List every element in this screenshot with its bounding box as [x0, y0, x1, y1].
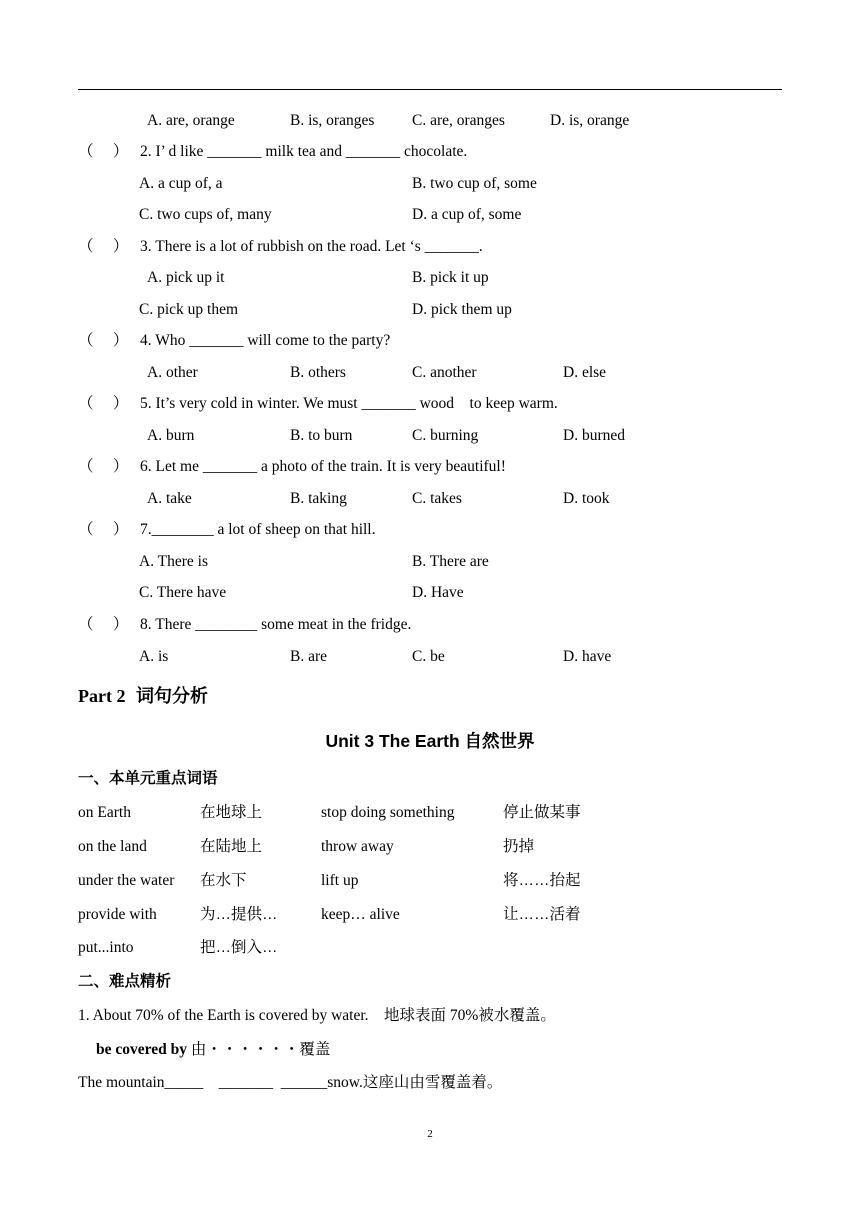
option-b: B. There are	[412, 553, 489, 570]
vocab-term: keep… alive	[321, 906, 400, 923]
option-d: D. have	[563, 648, 612, 665]
option-d: D. pick them up	[412, 301, 512, 318]
option-c: C. two cups of, many	[139, 206, 272, 223]
option-d: D. Have	[412, 584, 464, 601]
vocab-meaning: 为…提供…	[200, 906, 278, 923]
unit-title: Unit 3 The Earth 自然世界	[325, 731, 535, 751]
option-c: C. another	[412, 364, 477, 381]
option-d: D. is, orange	[550, 112, 630, 129]
vocab-meaning: 停止做某事	[503, 804, 581, 821]
vocab-meaning: 把…倒入…	[200, 939, 278, 956]
vocab-term: on Earth	[78, 804, 131, 821]
option-a: A. pick up it	[147, 269, 225, 286]
page-number: 2	[427, 1128, 433, 1140]
question-stem: 5. It’s very cold in winter. We must _______ wood to keep warm.	[140, 395, 558, 412]
option-d: D. took	[563, 490, 610, 507]
question-stem: 8. There ________ some meat in the fridge.	[140, 616, 412, 633]
question-stem: 3. There is a lot of rubbish on the road. Let ‘s _______.	[140, 238, 483, 255]
vocab-meaning: 在陆地上	[200, 838, 263, 855]
option-d: D. burned	[563, 427, 625, 444]
question-stem: 2. I’ d like _______ milk tea and _______ chocolate.	[140, 143, 468, 160]
vocab-meaning: 扔掉	[503, 838, 535, 855]
vocab-term: provide with	[78, 906, 157, 923]
question-stem: 7.________ a lot of sheep on that hill.	[140, 521, 376, 538]
vocab-term: stop doing something	[321, 804, 455, 821]
option-c: C. There have	[139, 584, 227, 601]
answer-bracket: （ ）	[78, 521, 129, 538]
part-title: 词句分析	[135, 686, 208, 706]
answer-bracket: （ ）	[78, 238, 129, 255]
vocab-term: throw away	[321, 838, 394, 855]
option-d: D. a cup of, some	[412, 206, 522, 223]
option-b: B. to burn	[290, 427, 353, 444]
option-a: A. are, orange	[147, 112, 235, 129]
answer-bracket: （ ）	[78, 143, 129, 160]
answer-bracket: （ ）	[78, 395, 129, 412]
answer-bracket: （ ）	[78, 458, 129, 475]
option-c: C. takes	[412, 490, 462, 507]
option-a: A. a cup of, a	[139, 175, 223, 192]
key-sentence: 1. About 70% of the Earth is covered by water. 地球表面 70%被水覆盖。	[78, 1007, 556, 1024]
option-a: A. other	[147, 364, 198, 381]
option-a: A. take	[147, 490, 192, 507]
phrase-meaning: 由・・・・・・覆盖	[190, 1041, 331, 1058]
vocab-term: put...into	[78, 939, 134, 956]
vocab-meaning: 在水下	[200, 872, 247, 889]
phrase-line	[96, 1040, 330, 1060]
option-b: B. two cup of, some	[412, 175, 537, 192]
option-b: B. pick it up	[412, 269, 489, 286]
vocab-term: under the water	[78, 872, 175, 889]
example-sentence: The mountain_____ _______ ______snow.这座山由雪覆盖着。	[78, 1074, 503, 1091]
option-b: B. are	[290, 648, 328, 665]
question-stem: 4. Who _______ will come to the party?	[140, 332, 391, 349]
answer-bracket: （ ）	[78, 332, 129, 349]
vocab-meaning: 将……抬起	[503, 872, 581, 889]
vocab-term: lift up	[321, 872, 359, 889]
option-a: A. is	[139, 648, 169, 665]
header-rule	[78, 89, 782, 90]
vocab-term: on the land	[78, 838, 147, 855]
question-stem: 6. Let me _______ a photo of the train. It is very beautiful!	[140, 458, 506, 475]
section-heading: 二、难点精析	[78, 973, 172, 990]
option-c: C. are, oranges	[412, 112, 505, 129]
option-c: C. be	[412, 648, 445, 665]
option-a: A. There is	[139, 553, 209, 570]
option-d: D. else	[563, 364, 607, 381]
option-a: A. burn	[147, 427, 195, 444]
vocab-meaning: 让……活着	[503, 906, 581, 923]
option-c: C. burning	[412, 427, 479, 444]
option-b: B. taking	[290, 490, 347, 507]
part-label: Part 2	[78, 686, 126, 706]
option-b: B. others	[290, 364, 346, 381]
section-heading: 一、本单元重点词语	[78, 770, 218, 787]
answer-bracket: （ ）	[78, 616, 129, 633]
option-b: B. is, oranges	[290, 112, 375, 129]
vocab-meaning: 在地球上	[200, 804, 263, 821]
option-c: C. pick up them	[139, 301, 239, 318]
part-heading	[78, 684, 208, 708]
phrase-term: be covered by	[96, 1041, 187, 1058]
